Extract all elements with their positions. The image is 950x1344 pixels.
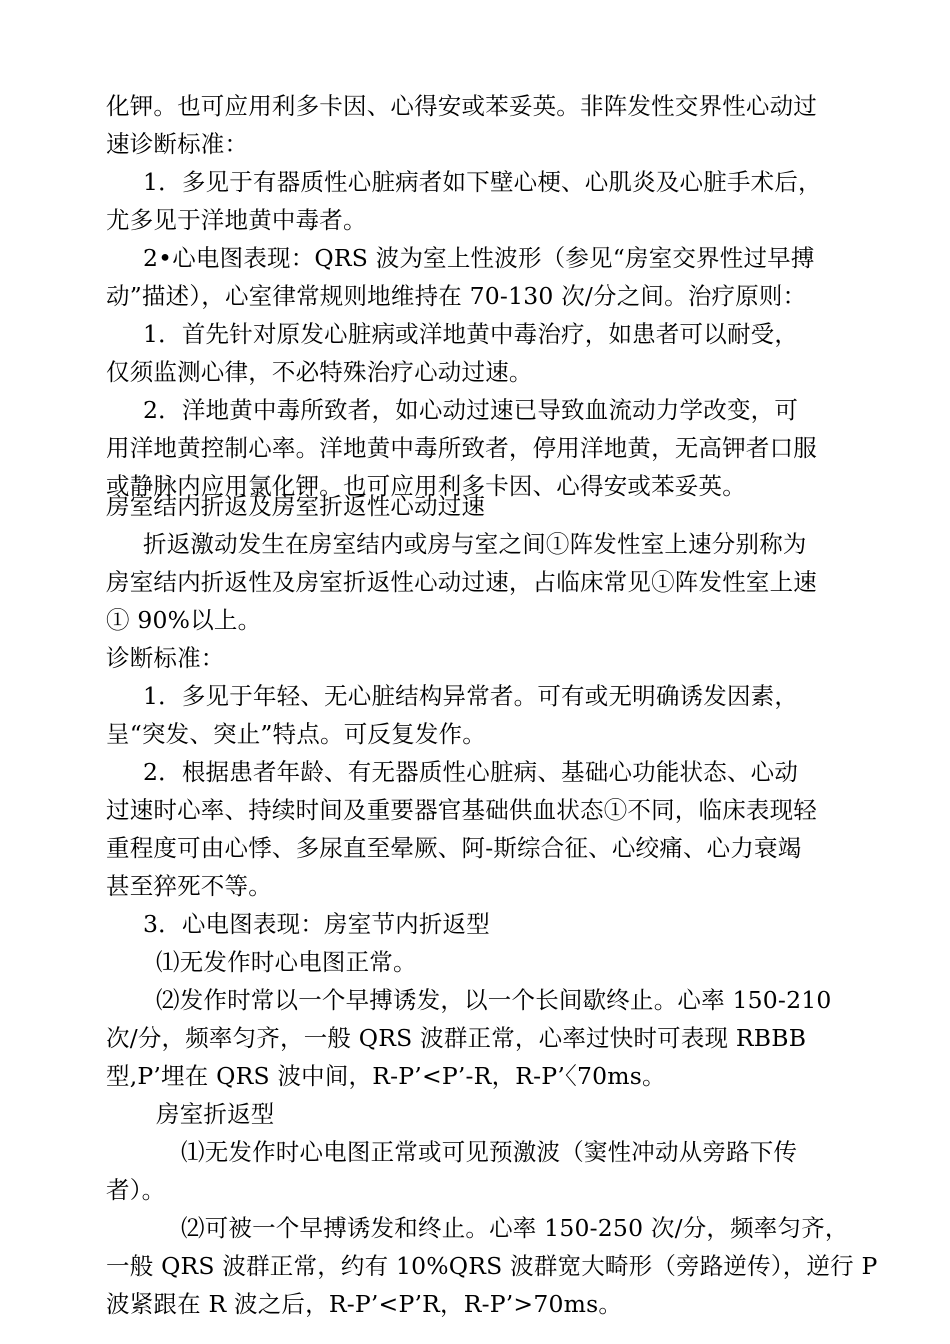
text-line-33: 波紧跟在 R 波之后，R-P’<P’R，R-P’>70ms。 [106, 1290, 623, 1318]
text-line-15: ① 90%以上。 [106, 606, 262, 634]
subheading-av-reentry: 房室折返型 [156, 1100, 275, 1128]
text-line-4: 尤多见于洋地黄中毒者。 [106, 206, 367, 234]
text-line-30: 者）。 [106, 1176, 166, 1204]
text-line-17: 1．多见于年轻、无心脏结构异常者。可有或无明确诱发因素， [143, 682, 799, 710]
text-line-21: 重程度可由心悸、多尿直至晕厥、阿-斯综合征、心绞痛、心力衰竭 [106, 834, 802, 862]
text-line-26: 次/分，频率匀齐，一般 QRS 波群正常，心率过快时可表现 RBBB [106, 1024, 807, 1052]
text-line-32: 一般 QRS 波群正常，约有 10%QRS 波群宽大畸形（旁路逆传），逆行 P [106, 1252, 878, 1280]
text-line-27: 型,P’埋在 QRS 波中间，R-P’<P’-R，R-P’〈70ms。 [106, 1062, 666, 1090]
text-line-29: ⑴无发作时心电图正常或可见预激波（窦性冲动从旁路下传 [181, 1138, 798, 1166]
text-line-1: 化钾。也可应用利多卡因、心得安或苯妥英。非阵发性交界性心动过 [106, 92, 817, 120]
text-line-9: 2．洋地黄中毒所致者，如心动过速已导致血流动力学改变，可 [143, 396, 799, 424]
text-line-6: 动”描述），心室律常规则地维持在 70-130 次/分之间。治疗原则： [106, 282, 807, 310]
text-line-3: 1．多见于有器质性心脏病者如下壁心梗、心肌炎及心脏手术后， [143, 168, 822, 196]
text-line-5: 2•心电图表现：QRS 波为室上性波形（参见“房室交界性过早搏 [143, 244, 815, 272]
text-line-13: 折返激动发生在房室结内或房与室之间①阵发性室上速分别称为 [143, 530, 807, 558]
text-line-22: 甚至猝死不等。 [106, 872, 272, 900]
text-line-20: 过速时心率、持续时间及重要器官基础供血状态①不同，临床表现轻 [106, 796, 817, 824]
text-line-7: 1．首先针对原发心脏病或洋地黄中毒治疗，如患者可以耐受， [143, 320, 799, 348]
text-line-10: 用洋地黄控制心率。洋地黄中毒所致者，停用洋地黄，无高钾者口服 [106, 434, 817, 462]
text-line-8: 仅须监测心律，不必特殊治疗心动过速。 [106, 358, 533, 386]
text-line-23: 3．心电图表现：房室节内折返型 [143, 910, 490, 938]
text-line-2: 速诊断标准： [106, 130, 249, 158]
text-line-19: 2．根据患者年龄、有无器质性心脏病、基础心功能状态、心动 [143, 758, 799, 786]
text-line-14: 房室结内折返性及房室折返性心动过速，占临床常见①阵发性室上速 [106, 568, 817, 596]
text-line-31: ⑵可被一个早搏诱发和终止。心率 150-250 次/分，频率匀齐， [181, 1214, 849, 1242]
subheading-diagnosis: 诊断标准： [106, 644, 225, 672]
text-line-18: 呈“突发、突止”特点。可反复发作。 [106, 720, 486, 748]
section-heading: 房室结内折返及房室折返性心动过速 [106, 492, 486, 520]
text-line-25: ⑵发作时常以一个早搏诱发，以一个长间歇终止。心率 150-210 [156, 986, 832, 1014]
text-line-11: 或静脉内应用氯化钾。也可应用利多卡因、心得安或苯妥英。 [106, 472, 746, 500]
text-line-24: ⑴无发作时心电图正常。 [156, 948, 417, 976]
